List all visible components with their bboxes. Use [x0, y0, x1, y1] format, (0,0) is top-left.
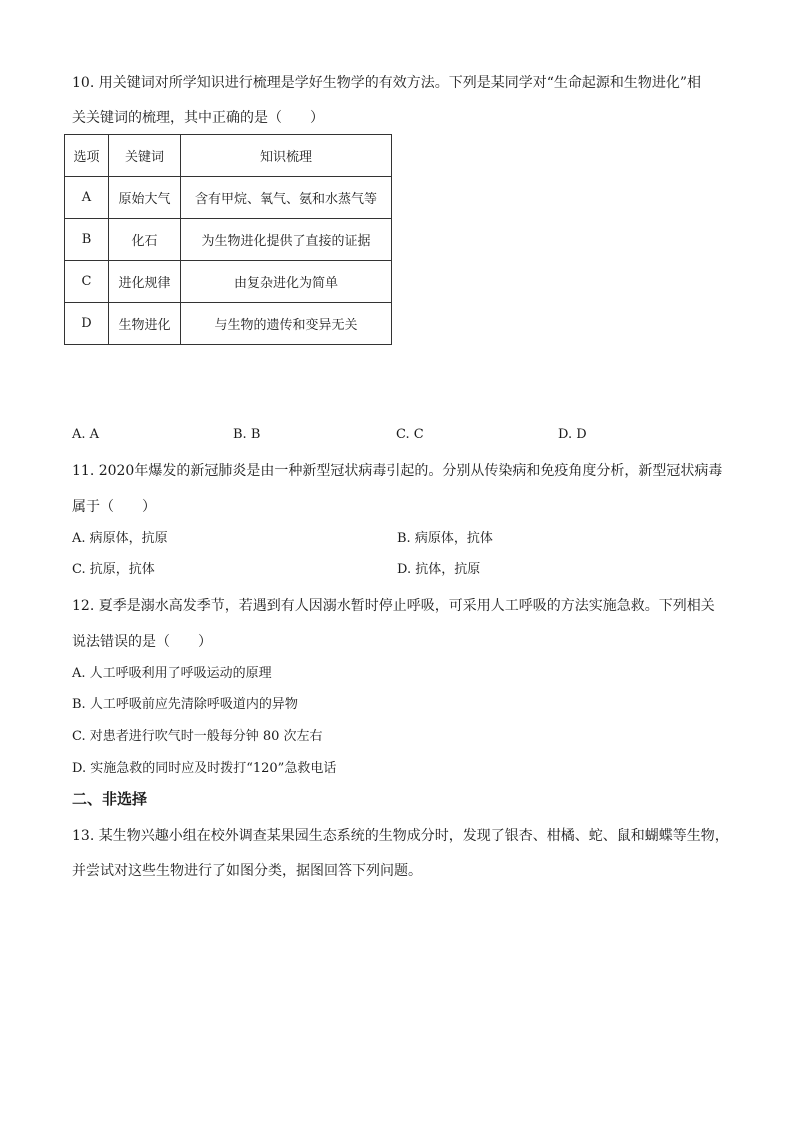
table-row [65, 177, 392, 219]
q11-option-c: C. 抗原，抗体 [72, 562, 155, 577]
q10-option-a: A. A [72, 427, 100, 442]
q10-option-d: D. D [558, 427, 587, 442]
q10-stem-line2: 关关键词的梳理，其中正确的是（ ） [72, 110, 324, 126]
table-cell: 原始大气 [109, 177, 181, 219]
table-cell: 为生物进化提供了直接的证据 [181, 219, 392, 261]
q12-stem-line2: 说法错误的是（ ） [72, 634, 212, 650]
q10-option-c: C. C [396, 427, 424, 442]
table-cell: 进化规律 [109, 261, 181, 303]
table-cell: B [65, 219, 109, 261]
table-cell: 含有甲烷、氧气、氨和水蒸气等 [181, 177, 392, 219]
q10-option-b: B. B [233, 427, 261, 442]
table-cell: 化石 [109, 219, 181, 261]
q12-stem-line1: 12. 夏季是溺水高发季节，若遇到有人因溺水暂时停止呼吸，可采用人工呼吸的方法实施急救。下列相关 [72, 598, 715, 614]
q11-option-a: A. 病原体，抗原 [72, 531, 168, 546]
table-cell: D [65, 303, 109, 345]
table-cell: 与生物的遗传和变异无关 [181, 303, 392, 345]
q10-keyword-table [64, 134, 392, 345]
table-cell: 生物进化 [109, 303, 181, 345]
table-header-cell: 选项 [65, 135, 109, 177]
table-row [65, 219, 392, 261]
table-row [65, 303, 392, 345]
q12-option-a: A. 人工呼吸利用了呼吸运动的原理 [72, 666, 272, 681]
q10-stem-line1: 10. 用关键词对所学知识进行梳理是学好生物学的有效方法。下列是某同学对“生命起源和生物进化”相 [72, 75, 702, 91]
q12-option-b: B. 人工呼吸前应先清除呼吸道内的异物 [72, 697, 298, 712]
q11-option-b: B. 病原体，抗体 [397, 531, 493, 546]
q11-stem-line2: 属于（ ） [72, 499, 156, 515]
table-cell: A [65, 177, 109, 219]
q11-stem-line1: 11. 2020年爆发的新冠肺炎是由一种新型冠状病毒引起的。分别从传染病和免疫角度分析，新型冠状病毒 [72, 463, 723, 479]
section-heading: 二、非选择 [72, 790, 148, 808]
q12-option-c: C. 对患者进行吹气时一般每分钟 80 次左右 [72, 729, 323, 744]
q13-stem-line1: 13. 某生物兴趣小组在校外调查某果园生态系统的生物成分时，发现了银杏、柑橘、蛇、鼠和蝴蝶等生物， [72, 828, 729, 844]
table-cell: 由复杂进化为简单 [181, 261, 392, 303]
table-header-cell: 知识梳理 [181, 135, 392, 177]
table-header-row [65, 135, 392, 177]
q11-option-d: D. 抗体，抗原 [397, 562, 481, 577]
table-cell: C [65, 261, 109, 303]
q13-stem-line2: 并尝试对这些生物进行了如图分类，据图回答下列问题。 [72, 863, 422, 879]
q12-option-d: D. 实施急救的同时应及时拨打“120”急救电话 [72, 761, 337, 776]
table-row [65, 261, 392, 303]
table-header-cell: 关键词 [109, 135, 181, 177]
